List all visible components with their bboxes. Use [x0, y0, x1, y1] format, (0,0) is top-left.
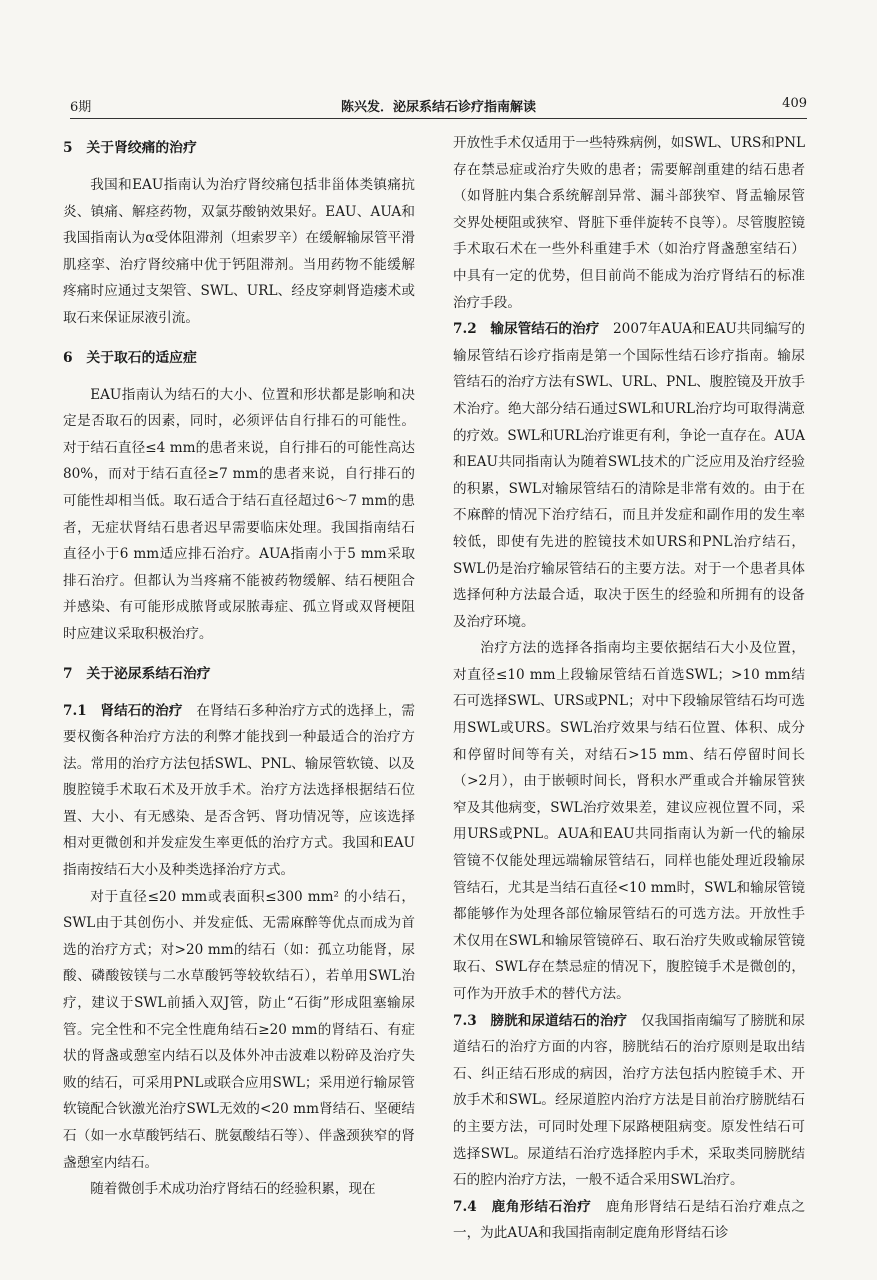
section-7-4-label: 7.4 鹿角形结石治疗: [453, 1198, 592, 1215]
page-number: 409: [782, 96, 807, 111]
running-header: [70, 92, 807, 119]
section-7-1-label: 7.1 肾结石的治疗: [63, 702, 183, 719]
section-7-2-label: 7.2 输尿管结石的治疗: [453, 321, 600, 338]
section-7-2-paragraph-2: 治疗方法的选择各指南均主要依据结石大小及位置，对直径≤10 mm上段输尿管结石首选SWL；>10 mm结石可选择SWL、URS或PNL；对中下段输尿管结石均可选用SWL或URS。SWL治疗效果与结石位置、体积、成分和停留时间等有关，对结石>15 mm、结石停留时间长（>2月），由于嵌顿时间长，肾积水严重或合并输尿管狭窄及其他病变，SWL治疗效果差，建议应视位置不同，采用URS或PNL。AUA和EAU共同指南认为新一代的输尿管镜不仅能处理远端输尿管结石，同样也能处理近段输尿管结石，尤其是当结石直径<10 mm时，SWL和输尿管镜都能够作为处理各部位输尿管结石的可选方法。开放性手术仅用在SWL和输尿管镜碎石、取石治疗失败或输尿管镜取石、SWL存在禁忌症的情况下，腹腔镜手术是微创的，可作为开放手术的替代方法。: [453, 640, 805, 1002]
section-7-1-paragraph-3: 随着微创手术成功治疗肾结石的经验积累，现在: [90, 1181, 376, 1198]
section-6-heading: 6 关于取石的适应症: [63, 349, 197, 366]
section-7-heading: 7 关于泌尿系结石治疗: [63, 665, 211, 682]
section-7-4-paragraph: [453, 1194, 805, 1247]
right-column: [453, 130, 805, 1247]
section-7-1-paragraph: [63, 698, 415, 884]
section-5-heading: 5 关于肾绞痛的治疗: [63, 140, 197, 156]
issue-number: 6期: [70, 100, 92, 115]
section-5-paragraph: 我国和EAU指南认为治疗肾绞痛包括非甾体类镇痛抗炎、镇痛、解痉药物，双氯芬酸钠效果好。EAU、AUA和我国指南认为α受体阻滞剂（坦索罗辛）在缓解输尿管平滑肌痉挛、治疗肾绞痛中优于钙阻滞剂。当用药物不能缓解疼痛时应通过支架管、SWL、URL、经皮穿刺肾造瘘术或取石来保证尿液引流。: [63, 177, 415, 326]
section-7-1-text: 在肾结石多种治疗方式的选择上，需要权衡各种治疗方法的利弊才能找到一种最适合的治疗方法。常用的治疗方法包括SWL、PNL、输尿管软镜、以及腹腔镜手术取石术及开放手术。治疗方法选择根据结石位置、大小、有无感染、是否含钙、肾功情况等，应该选择相对更微创和并发症发生率更低的治疗方式。我国和EAU指南按结石大小及种类选择治疗方式。: [63, 702, 416, 879]
section-7-3-text: 仅我国指南编写了膀胱和尿道结石的治疗方面的内容，膀胱结石的治疗原则是取出结石、纠正结石形成的病因，治疗方法包括内腔镜手术、开放手术和SWL。经尿道腔内治疗方法是目前治疗膀胱结石的主要方法，可同时处理下尿路梗阻病变。原发性结石可选择SWL。尿道结石治疗选择腔内手术，采取类同膀胱结石的腔内治疗方法，一般不适合采用SWL治疗。: [453, 1012, 806, 1189]
running-title: 陈兴发．泌尿系结石诊疗指南解读: [340, 100, 536, 115]
section-7-2-paragraph: [453, 316, 805, 635]
section-7-2-text: 2007年AUA和EAU共同编写的输尿管结石诊疗指南是第一个国际性结石诊疗指南。输尿管结石的治疗方法有SWL、URL、PNL、腹腔镜及开放手术治疗。绝大部分结石通过SWL和URL治疗均可取得满意的疗效。SWL和URL治疗谁更有利，争论一直存在。AUA和EAU共同指南认为随着SWL技术的广泛应用及治疗经验的积累，SWL对输尿管结石的清除是非常有效的。由于在不麻醉的情况下治疗结石，而且并发症和副作用的发生率较低，即使有先进的腔镜技术如URS和PNL治疗结石，SWL仍是治疗输尿管结石的主要方法。对于一个患者具体选择何种方法最合适，取决于医生的经验和所拥有的设备及治疗环境。: [453, 321, 806, 630]
left-column: [63, 130, 415, 1203]
section-7-3-label: 7.3 膀胱和尿道结石的治疗: [453, 1012, 628, 1029]
section-7-3-paragraph: [453, 1008, 805, 1194]
section-7-4-text: 鹿角形肾结石是结石治疗难点之一，为此AUA和我国指南制定鹿角形肾结石诊: [453, 1198, 806, 1242]
continued-paragraph: 开放性手术仅适用于一些特殊病例，如SWL、URS和PNL存在禁忌症或治疗失败的患者；需要解剖重建的结石患者（如肾脏内集合系统解剖异常、漏斗部狭窄、肾盂输尿管交界处梗阻或狭窄、肾脏下垂伴旋转不良等）。尽管腹腔镜手术取石术在一些外科重建手术（如治疗肾盏憩室结石）中具有一定的优势，但目前尚不能成为治疗肾结石的标准治疗手段。: [453, 135, 805, 311]
section-6-paragraph: EAU指南认为结石的大小、位置和形状都是影响和决定是否取石的因素，同时，必须评估自行排石的可能性。对于结石直径≤4 mm的患者来说，自行排石的可能性高达80%，而对于结石直径≥7 mm的患者来说，自行排石的可能性却相当低。取石适合于结石直径超过6～7 mm的患者，无症状肾结石患者迟早需要临床处理。我国指南结石直径小于6 mm适应排石治疗。AUA指南小于5 mm采取排石治疗。但都认为当疼痛不能被药物缓解、结石梗阻合并感染、有可能形成脓肾或尿脓毒症、孤立肾或双肾梗阻时应建议采取积极治疗。: [63, 386, 415, 642]
section-7-1-paragraph-2: 对于直径≤20 mm或表面积≤300 mm² 的小结石，SWL由于其创伤小、并发症低、无需麻醉等优点而成为首选的治疗方式；对>20 mm的结石（如：孤立功能肾，尿酸、磷酸铵镁与二水草酸钙等较软结石），若单用SWL治疗，建议于SWL前插入双J管，防止“石街”形成阻塞输尿管。完全性和不完全性鹿角结石≥20 mm的肾结石、有症状的肾盏或憩室内结石以及体外冲击波难以粉碎及治疗失败的结石，可采用PNL或联合应用SWL；采用逆行输尿管软镜配合钬激光治疗SWL无效的<20 mm肾结石、坚硬结石（如一水草酸钙结石、胱氨酸结石等）、伴盏颈狭窄的肾盏憩室内结石。: [63, 888, 415, 1171]
